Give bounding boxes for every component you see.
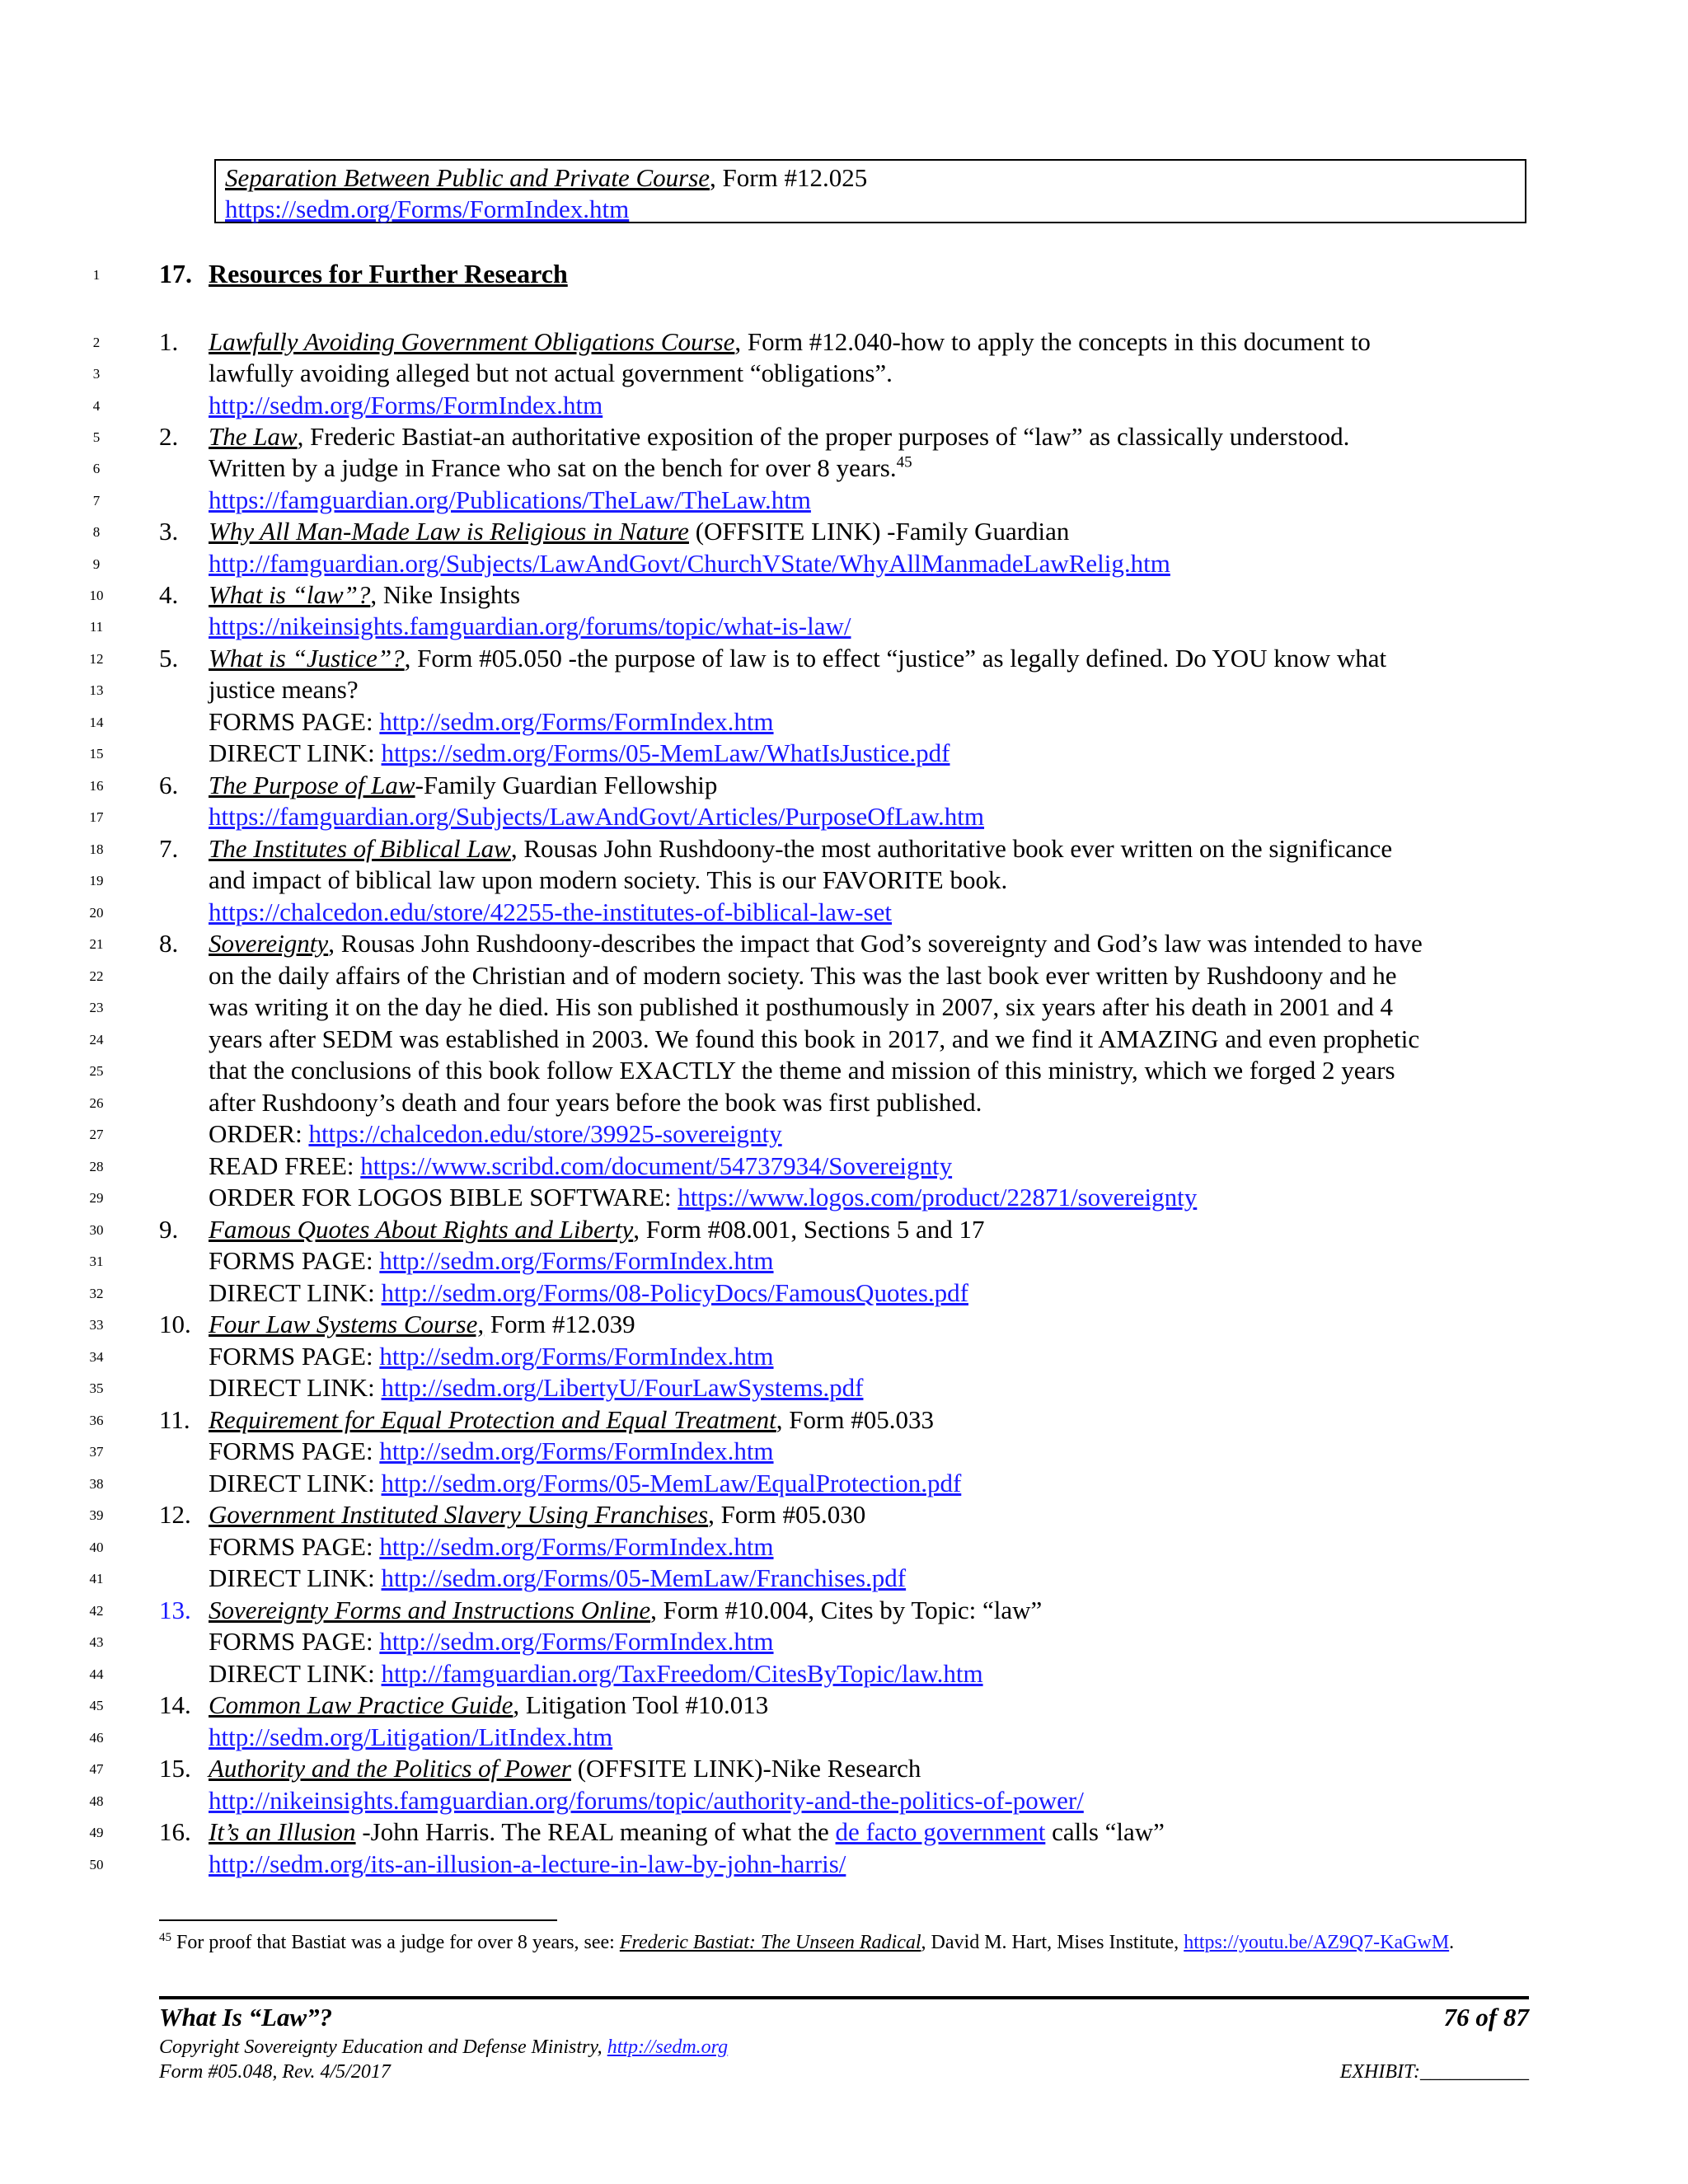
forms-page-link[interactable]: http://sedm.org/Forms/FormIndex.htm [379,1246,774,1275]
forms-page-link[interactable]: http://sedm.org/Forms/FormIndex.htm [379,1627,774,1656]
item-desc: (OFFSITE LINK) -Family Guardian [688,517,1070,546]
line-number: 28 [89,1159,104,1174]
item-number: 13. [159,1596,191,1624]
footer-exhibit: EXHIBIT:___________ [1339,2061,1529,2083]
footnote-ref[interactable]: 45 [896,453,912,471]
item-number: 9. [159,1215,179,1244]
item-desc: Form #12.039 [484,1310,635,1338]
item-desc-continued: justice means? [209,675,359,704]
forms-page-link[interactable]: http://sedm.org/Forms/FormIndex.htm [379,707,774,736]
list-item [159,833,1392,865]
direct-link-line [209,1277,968,1309]
line-number: 5 [92,429,101,445]
list-item [159,1214,984,1245]
read-free-line [209,1151,952,1182]
item-link[interactable]: http://sedm.org/Forms/FormIndex.htm [209,391,603,419]
line-number: 11 [89,619,104,635]
line-number: 29 [89,1190,104,1206]
direct-link-label: DIRECT LINK: [209,738,382,767]
section-number: 17. [159,259,192,288]
item-title: Why All Man-Made Law is Religious in Nature [209,517,689,546]
item-number: 10. [159,1310,191,1338]
direct-link-line [209,1372,863,1404]
forms-page-label: FORMS PAGE: [209,1627,380,1656]
line-number: 47 [89,1761,104,1777]
direct-link[interactable]: http://sedm.org/Forms/05-MemLaw/Franchises.pdf [381,1563,907,1592]
footnote-separator [159,1919,557,1921]
forms-page-link[interactable]: http://sedm.org/Forms/FormIndex.htm [379,1342,774,1371]
forms-page-line [209,1245,774,1277]
direct-link-line [209,1468,961,1499]
direct-link-label: DIRECT LINK: [209,1469,382,1497]
list-item [159,1404,934,1436]
item-link[interactable]: https://famguardian.org/Subjects/LawAndGovt/Articles/PurposeOfLaw.htm [209,802,985,831]
item-number: 5. [159,644,179,673]
forms-page-link[interactable]: http://sedm.org/Forms/FormIndex.htm [379,1436,774,1465]
item-number: 8. [159,929,179,958]
forms-page-label: FORMS PAGE: [209,1246,380,1275]
top-box-line [225,162,1516,194]
list-item [159,516,1069,547]
line-number: 30 [89,1222,104,1238]
top-box-title: Separation Between Public and Private Course [225,163,710,192]
line-number: 32 [89,1286,104,1301]
footer-form-number: Form #05.048, Rev. 4/5/2017 [159,2061,391,2083]
list-item [159,1499,865,1530]
item-link[interactable]: https://chalcedon.edu/store/42255-the-institutes-of-biblical-law-set [209,898,893,926]
forms-page-line [209,1436,774,1467]
line-number: 25 [89,1063,104,1079]
line-number: 49 [89,1825,104,1840]
direct-link[interactable]: http://sedm.org/Forms/08-PolicyDocs/FamousQuotes.pdf [381,1278,968,1307]
line-number: 14 [89,715,104,730]
list-item [159,1816,1165,1848]
line-number: 48 [89,1793,104,1809]
item-desc: -John Harris. The REAL meaning of what the [355,1817,836,1846]
line-number: 10 [89,588,104,603]
line-number: 6 [92,461,101,476]
footnote-text: For proof that Bastiat was a judge for over 8 years, see: [171,1932,620,1953]
item-desc: , Rousas John Rushdoony-describes the impact that God’s sovereignty and God’s law was intended to have [328,929,1423,958]
footer-copyright [159,2036,728,2059]
inline-link[interactable]: de facto government [835,1817,1046,1846]
direct-link-label: DIRECT LINK: [209,1278,382,1307]
direct-link-label: DIRECT LINK: [209,1373,382,1402]
line-number: 40 [89,1540,104,1555]
footer-rule [159,1996,1529,1999]
item-title: What is “Justice”? [209,644,405,673]
direct-link-label: DIRECT LINK: [209,1563,382,1592]
page-number: 76 of 87 [1443,2003,1529,2032]
logos-label: ORDER FOR LOGOS BIBLE SOFTWARE: [209,1183,678,1212]
direct-link-line [209,1563,906,1594]
line-number: 4 [92,398,101,414]
item-link[interactable]: http://famguardian.org/Subjects/LawAndGovt/ChurchVState/WhyAllManmadeLawRelig.htm [209,549,1170,578]
item-desc: , Form #08.001, Sections 5 and 17 [633,1215,985,1244]
item-desc-continued: lawfully avoiding alleged but not actual government “obligations”. [209,359,893,387]
copyright-text: Copyright Sovereignty Education and Defense Ministry, [159,2036,607,2058]
line-number: 13 [89,682,104,698]
item-title: Authority and the Politics of Power [209,1754,571,1783]
item-number: 3. [159,517,179,546]
item-title: The Law [209,422,298,451]
item-desc-continued: on the daily affairs of the Christian and of modern society. This was the last book ever written by Rushdoony and he [209,961,1397,990]
order-link[interactable]: https://chalcedon.edu/store/39925-sovereignty [308,1119,782,1148]
item-link[interactable]: https://famguardian.org/Publications/TheLaw/TheLaw.htm [209,485,811,514]
item-title: Four Law Systems Course, [209,1310,485,1338]
line-number: 21 [89,936,104,952]
forms-page-line [209,1531,774,1563]
line-number: 2 [92,335,101,350]
item-desc: , Nike Insights [370,580,521,609]
line-number: 35 [89,1380,104,1396]
direct-link-label: DIRECT LINK: [209,1659,382,1688]
forms-page-label: FORMS PAGE: [209,707,380,736]
item-number: 11. [159,1405,190,1434]
line-number: 9 [92,556,101,572]
item-link[interactable]: http://nikeinsights.famguardian.org/forums/topic/authority-and-the-politics-of-power/ [209,1786,1084,1815]
line-number: 37 [89,1444,104,1460]
line-number: 24 [89,1032,104,1047]
item-number: 6. [159,771,179,799]
footnote-text-2: , David M. Hart, Mises Institute, [921,1932,1184,1953]
line-number: 31 [89,1254,104,1269]
line-number: 44 [89,1666,104,1682]
read-free-label: READ FREE: [209,1151,361,1180]
line-number: 34 [89,1349,104,1365]
forms-page-line [209,1341,774,1372]
item-number: 7. [159,834,179,863]
line-number: 12 [89,651,104,667]
item-number: 4. [159,580,179,609]
item-desc: , Rousas John Rushdoony-the most authoritative book ever written on the significance [510,834,1393,863]
item-desc-continued [209,452,912,484]
direct-link-line [209,1658,983,1690]
line-number: 16 [89,778,104,794]
forms-page-line [209,706,774,738]
item-title: Sovereignty Forms and Instructions Online [209,1596,651,1624]
item-desc: -Family Guardian Fellowship [415,771,718,799]
footnote-end: . [1449,1932,1455,1953]
item-desc-end: calls “law” [1045,1817,1165,1846]
item-title: Lawfully Avoiding Government Obligations Course [209,327,735,356]
list-item [159,326,1371,358]
item-desc: , Frederic Bastiat-an authoritative exposition of the proper purposes of “law” as classically understood. [297,422,1350,451]
list-item [159,770,717,801]
item-title: Famous Quotes About Rights and Liberty [209,1215,634,1244]
line-number: 45 [89,1698,104,1713]
item-title: It’s an Illusion [209,1817,356,1846]
item-title: The Purpose of Law [209,771,415,799]
forms-page-link[interactable]: http://sedm.org/Forms/FormIndex.htm [379,1532,774,1561]
item-desc-continued: after Rushdoony’s death and four years before the book was first published. [209,1088,982,1117]
line-number: 50 [89,1857,104,1872]
item-desc-text: Written by a judge in France who sat on the bench for over 8 years. [209,453,897,482]
item-number: 2. [159,422,179,451]
item-link[interactable]: http://sedm.org/its-an-illusion-a-lecture-in-law-by-john-harris/ [209,1849,846,1878]
item-number: 14. [159,1690,191,1719]
forms-page-label: FORMS PAGE: [209,1436,380,1465]
item-title: Requirement for Equal Protection and Equal Treatment [209,1405,776,1434]
line-number: 42 [89,1603,104,1619]
list-item [159,1753,921,1784]
line-number: 7 [92,493,101,509]
item-desc: (OFFSITE LINK)-Nike Research [570,1754,921,1783]
direct-link[interactable]: https://sedm.org/Forms/05-MemLaw/WhatIsJustice.pdf [381,738,950,767]
item-number: 1. [159,327,179,356]
line-number: 20 [89,905,104,921]
line-number: 22 [89,968,104,984]
line-number: 41 [89,1571,104,1586]
forms-page-label: FORMS PAGE: [209,1532,380,1561]
line-number: 36 [89,1413,104,1428]
item-number: 16. [159,1817,191,1846]
item-desc: , Form #10.004, Cites by Topic: “law” [650,1596,1043,1624]
line-number: 33 [89,1317,104,1333]
order-label: ORDER: [209,1119,309,1148]
top-box-form: , Form #12.025 [710,163,868,192]
read-free-link[interactable]: https://www.scribd.com/document/54737934/Sovereignty [360,1151,953,1180]
section-title: Resources for Further Research [209,259,568,288]
copyright-link[interactable]: http://sedm.org [607,2036,729,2058]
line-number: 3 [92,366,101,382]
item-title: Sovereignty [209,929,329,958]
item-title: Government Instituted Slavery Using Franchises [209,1500,709,1529]
line-number: 27 [89,1127,104,1142]
line-number: 8 [92,524,101,540]
item-desc: , Litigation Tool #10.013 [513,1690,769,1719]
line-number: 15 [89,746,104,762]
footnote-link[interactable]: https://youtu.be/AZ9Q7-KaGwM [1184,1932,1450,1953]
footnote-number: 45 [159,1931,171,1944]
footnote-title: Frederic Bastiat: The Unseen Radical [619,1932,921,1953]
list-item [159,643,1386,674]
line-number: 19 [89,873,104,888]
direct-link[interactable]: http://famguardian.org/TaxFreedom/CitesByTopic/law.htm [381,1659,983,1688]
line-number: 46 [89,1730,104,1746]
direct-link[interactable]: http://sedm.org/LibertyU/FourLawSystems.pdf [381,1373,864,1402]
top-reference-box [214,159,1526,223]
item-number: 15. [159,1754,191,1783]
item-desc-continued: and impact of biblical law upon modern society. This is our FAVORITE book. [209,865,1008,894]
forms-page-line [209,1626,774,1657]
item-desc: , Form #05.033 [776,1405,934,1434]
item-link[interactable]: http://sedm.org/Litigation/LitIndex.htm [209,1722,613,1751]
list-item [159,1690,768,1721]
item-desc-continued: was writing it on the day he died. His son published it posthumously in 2007, six years after his death in 2001 and 4 [209,992,1394,1021]
list-item [159,928,1423,959]
logos-line [209,1182,1197,1213]
item-desc: , Form #05.030 [708,1500,866,1529]
order-line [209,1118,782,1150]
direct-link-line [209,738,950,769]
item-title: The Institutes of Biblical Law [209,834,511,863]
item-desc-continued: years after SEDM was established in 2003. We found this book in 2017, and we find it AMAZING and even prophetic [209,1024,1420,1053]
direct-link[interactable]: http://sedm.org/Forms/05-MemLaw/EqualProtection.pdf [381,1469,962,1497]
top-box-link[interactable]: https://sedm.org/Forms/FormIndex.htm [225,194,630,223]
line-number: 18 [89,841,104,857]
line-number: 38 [89,1476,104,1492]
item-desc-continued: that the conclusions of this book follow EXACTLY the theme and mission of this ministry, which we forged 2 years [209,1056,1395,1085]
line-number: 26 [89,1095,104,1111]
list-item [159,1595,1042,1626]
footnote [159,1930,1529,1955]
line-number: 1 [92,267,101,283]
line-number: 17 [89,809,104,825]
list-item [159,579,520,611]
forms-page-label: FORMS PAGE: [209,1342,380,1371]
section-heading [159,259,568,289]
list-item [159,1309,635,1340]
item-desc: , Form #05.050 -the purpose of law is to effect “justice” as legally defined. Do YOU know what [404,644,1387,673]
item-title: Common Law Practice Guide [209,1690,513,1719]
item-link[interactable]: https://nikeinsights.famguardian.org/forums/topic/what-is-law/ [209,612,851,640]
item-desc: , Form #12.040-how to apply the concepts in this document to [734,327,1371,356]
footer-title: What Is “Law”? [159,2003,333,2032]
item-title: What is “law”? [209,580,371,609]
list-item [159,421,1349,452]
line-number: 43 [89,1634,104,1650]
item-number: 12. [159,1500,191,1529]
line-number: 39 [89,1507,104,1523]
line-number: 23 [89,1000,104,1015]
logos-link[interactable]: https://www.logos.com/product/22871/sovereignty [678,1183,1198,1212]
